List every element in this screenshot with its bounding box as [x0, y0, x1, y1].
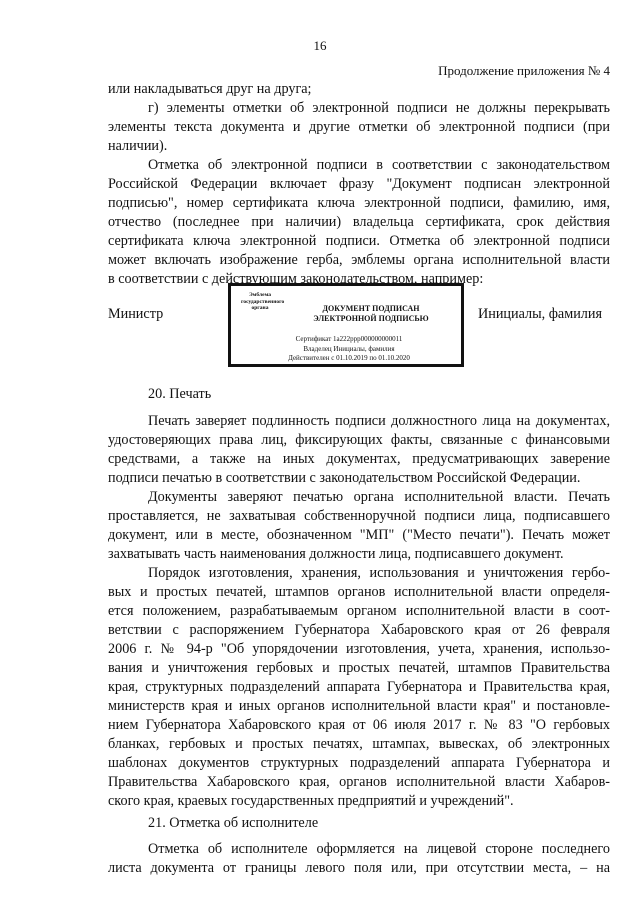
text-line: ского края, краевых государственных предприятий и учреждений".	[108, 793, 514, 809]
text-line: средствами, а также на иных документах, предусматривающих заверение	[108, 451, 610, 467]
text-line: г) элементы отметки об электронной подписи не должны перекрывать	[148, 100, 610, 116]
text-line: в соответствии с действующим законодательством, например:	[108, 271, 484, 287]
text-line: Документы заверяют печатью органа исполнительной власти. Печать	[148, 489, 610, 505]
text-line: шаблонах документов структурных подразделений аппарата Губернатора и	[108, 755, 610, 771]
section-20-heading: 20. Печать	[148, 386, 212, 402]
text-line: Отметка об электронной подписи в соответствии с законодательством	[148, 157, 610, 173]
text-line: может включать изображение герба, эмблемы органа исполнительной власти	[108, 252, 610, 268]
text-line: проставляется, не захватывая собственноручной подписи лица, подписавшего	[108, 508, 610, 524]
text-line: удостоверяющих права лиц, фиксирующих факты, связанные с финансовыми	[108, 432, 610, 448]
electronic-signature-stamp	[228, 283, 464, 367]
text-line: Российской Федерации включает фразу "Документ подписан электронной	[108, 176, 610, 192]
text-line: отчество (последнее при наличии) владельца сертификата, срок действия	[108, 214, 610, 230]
signer-role: Министр	[108, 306, 164, 322]
text-line: подписью", номер сертификата ключа электронной подписи, фамилию, имя,	[108, 195, 610, 211]
section-21-heading: 21. Отметка об исполнителе	[148, 815, 319, 831]
text-line: наличии).	[108, 138, 168, 154]
text-line: нием Губернатора Хабаровского края от 06 июля 2017 г. № 83 "О гербовых	[108, 717, 610, 733]
text-line: сертификата ключа электронной подписи. Отметка об электронной подписи	[108, 233, 610, 249]
text-line: края, структурных подразделений аппарата Губернатора и Правительства края,	[108, 679, 610, 695]
text-line: бланках, гербовых и простых печатях, штампах, вывесках, об электронных	[108, 736, 610, 752]
text-line: ется положением, разрабатываемым органом исполнительной власти в соот-	[108, 603, 610, 619]
text-line: подписи печатью в соответствии с законодательством Российской Федерации.	[108, 470, 581, 486]
signature-title-line1: ДОКУМЕНТ ПОДПИСАН	[322, 304, 420, 313]
page-number: 16	[313, 38, 327, 53]
signature-title-line2: ЭЛЕКТРОННОЙ ПОДПИСЬЮ	[313, 314, 429, 323]
text-line: листа документа от границы левого поля или, при отсутствии места, – на	[108, 860, 610, 876]
certificate-validity: Действителен с 01.10.2019 по 01.10.2020	[288, 354, 410, 362]
signature-stamp-title	[283, 304, 459, 324]
text-line: министерств края и иных органов исполнительной власти края" и постановле-	[108, 698, 610, 714]
text-line: элементы текста документа и другие отметки об электронной подписи (при	[108, 119, 610, 135]
text-line: 2006 г. № 94-р "Об упорядочении изготовления, учета, хранения, использо-	[108, 641, 610, 657]
certificate-owner: Владелец Инициалы, фамилия	[303, 345, 395, 353]
text-line: Правительства Хабаровского края, органов исполнительной власти Хабаров-	[108, 774, 610, 790]
certificate-number: Сертификат 1a222ppp000000000011	[295, 335, 403, 343]
text-line: Печать заверяет подлинность подписи должностного лица на документах,	[148, 413, 610, 429]
text-line: вания и уничтожения гербовых и простых печатей, штампов Правительства	[108, 660, 610, 676]
signer-initials: Инициалы, фамилия	[478, 306, 603, 322]
text-line: вых и простых печатей, штампов органов исполнительной власти определя-	[108, 584, 610, 600]
text-line: ветствии с распоряжением Губернатора Хабаровского края от 26 февраля	[108, 622, 610, 638]
text-line: документ, или в месте, обозначенном "МП" ("Место печати"). Печать может	[108, 527, 610, 543]
text-line: Отметка об исполнителе оформляется на лицевой стороне последнего	[148, 841, 610, 857]
appendix-label: Продолжение приложения № 4	[438, 63, 610, 78]
text-line: или накладываться друг на друга;	[108, 81, 312, 97]
text-line: Порядок изготовления, хранения, использования и уничтожения гербо-	[148, 565, 610, 581]
text-line: захватывать часть наименования должности лица, подписавшего документ.	[108, 546, 564, 562]
emblem-placeholder: Эмблема государственного органа	[241, 292, 285, 311]
